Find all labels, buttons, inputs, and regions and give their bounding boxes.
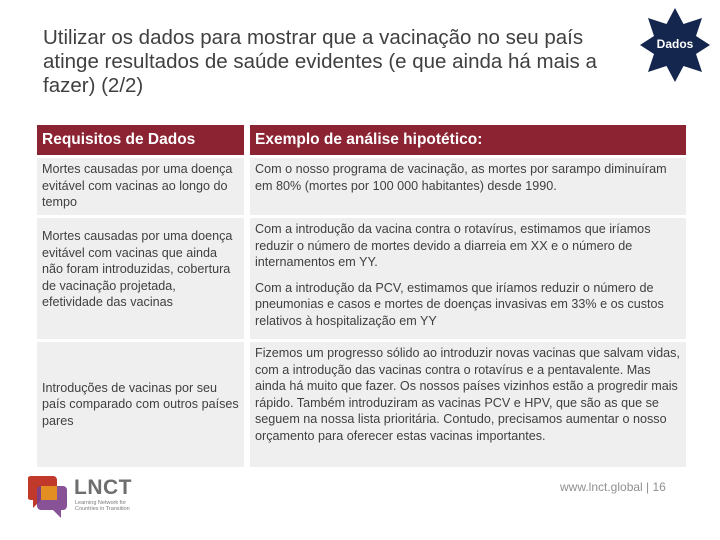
data-badge — [638, 6, 712, 84]
requirement-cell — [37, 342, 244, 467]
example-text: Com a introdução da PCV, estimamos que iríamos reduzir o número de pneumonias e casos e mortes de doenças invasivas em 33% e os custos relativos à hospitalização em YY — [255, 280, 664, 328]
example-text: Com o nosso programa de vacinação, as mortes por sarampo diminuíram em 80% (mortes por 100 000 habitantes) desde 1990. — [255, 162, 667, 193]
requirement-cell — [37, 218, 244, 339]
lnct-logo — [28, 472, 158, 520]
logo-tagline — [75, 500, 155, 513]
table-row — [37, 218, 686, 339]
table-row — [37, 342, 686, 467]
requirement-text: Introduções de vacinas por seu país comparado com outros países pares — [42, 380, 239, 428]
logo-tagline-line: Countries in Transition — [75, 506, 130, 513]
logo-tagline-line: Learning Network for — [75, 500, 127, 506]
lnct-logo-icon — [28, 472, 68, 518]
footer-url-page: www.lnct.global | 16 — [560, 480, 666, 494]
table-header-row — [37, 125, 686, 155]
badge-label: Dados — [656, 37, 694, 51]
header-requirements: Requisitos de Dados — [37, 125, 244, 155]
example-cell — [250, 158, 686, 215]
requirement-text: Mortes causadas por uma doença evitável com vacinas que ainda não foram introduzidas, cobertura de vacinação projetada, efetividade das vacinas — [42, 229, 233, 309]
example-text: Com a introdução da vacina contra o rotavírus, estimamos que iríamos reduzir o número de mortes devido a diarreia em XX e o número de internamentos em YY. — [255, 222, 651, 269]
logo-name: LNCT — [74, 476, 132, 499]
example-text: Fizemos um progresso sólido ao introduzir novas vacinas que salvam vidas, com a introdução das vacinas contra o rotavírus e a pentavalente. Mas ainda há muito que fazer. Os nossos países vizinhos estão a progredir mais rápido. Também introduziram as vacinas PCV e HPV, que são as que se seguem na nossa lista prioritária. Contudo, precisamos aumentar o nosso orçamento para oferecer estas vacinas importantes. — [255, 346, 680, 443]
slide-title: Utilizar os dados para mostrar que a vacinação no seu país atinge resultados de saúde evidentes (e que ainda há mais a fazer) (2/2) — [43, 26, 597, 97]
table-row — [37, 158, 686, 215]
data-requirements-table — [37, 125, 686, 467]
requirement-cell — [37, 158, 244, 215]
example-cell — [250, 218, 686, 339]
requirement-text: Mortes causadas por uma doença evitável com vacinas ao longo do tempo — [42, 162, 233, 209]
example-cell — [250, 342, 686, 467]
header-example: Exemplo de análise hipotético: — [250, 125, 686, 155]
